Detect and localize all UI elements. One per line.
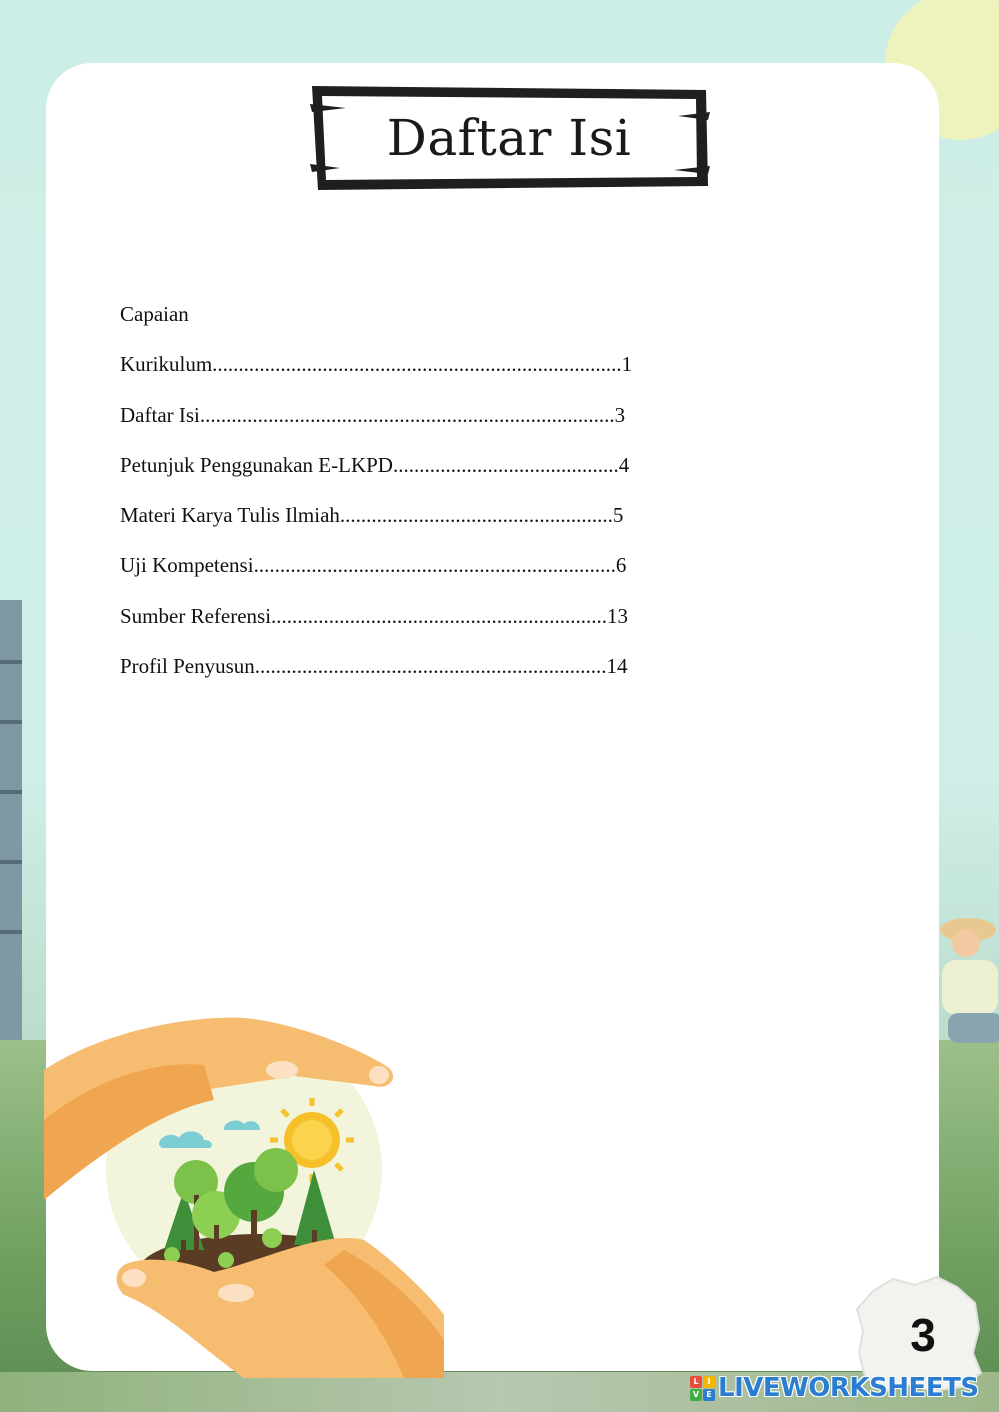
toc-item-page: 1 [621, 352, 633, 377]
toc-item-leader: .................................................... [339, 503, 613, 528]
toc-item-label: Uji Kompetensi [120, 553, 254, 578]
toc-item-leader: .............................................................................. [212, 352, 622, 377]
hands-holding-trees-illustration [44, 1010, 448, 1378]
toc-item[interactable] [120, 296, 760, 346]
liveworksheets-wordmark: LIVEWORKSHEETS [718, 1373, 979, 1403]
toc-item-label: Materi Karya Tulis Ilmiah [120, 503, 340, 528]
toc-item-label: Daftar Isi [120, 402, 200, 427]
page-title: Daftar Isi [386, 109, 632, 167]
toc-item[interactable] [120, 497, 760, 547]
toc-item-label: Kurikulum [120, 352, 213, 377]
toc-item-page: 6 [615, 553, 627, 578]
toc-item-page: 13 [607, 603, 629, 628]
toc-item[interactable] [120, 598, 760, 648]
toc-item[interactable] [120, 346, 760, 396]
toc-item-leader: ................................................................ [271, 603, 608, 628]
toc-item[interactable] [120, 547, 760, 597]
toc-item-page: 14 [606, 654, 628, 679]
toc-item-page: 4 [618, 452, 630, 477]
toc-item-label: Profil Penyusun [120, 654, 255, 679]
page-number: 3 [910, 1309, 936, 1361]
toc-item-leader: ..................................................................... [253, 553, 616, 578]
toc-item-page: 3 [614, 402, 626, 427]
liveworksheets-logo-icon: L I V E [690, 1376, 716, 1402]
toc-item-label: Capaian [120, 302, 189, 326]
toc-item[interactable] [120, 397, 760, 447]
toc-item-page: 5 [612, 503, 624, 528]
background-person-illustration [938, 905, 999, 1055]
toc-item-label: Petunjuk Penggunakan E-LKPD [120, 452, 393, 477]
background-tower [0, 600, 22, 1060]
table-of-contents [120, 296, 760, 698]
toc-item-leader: ............................................................................... [199, 402, 615, 427]
toc-item[interactable] [120, 648, 760, 698]
toc-item-leader: ........................................... [392, 452, 619, 477]
toc-item-leader: ................................................................... [254, 654, 607, 679]
liveworksheets-brand[interactable] [690, 1372, 990, 1404]
toc-item-label: Sumber Referensi [120, 603, 272, 628]
toc-item[interactable] [120, 447, 760, 497]
